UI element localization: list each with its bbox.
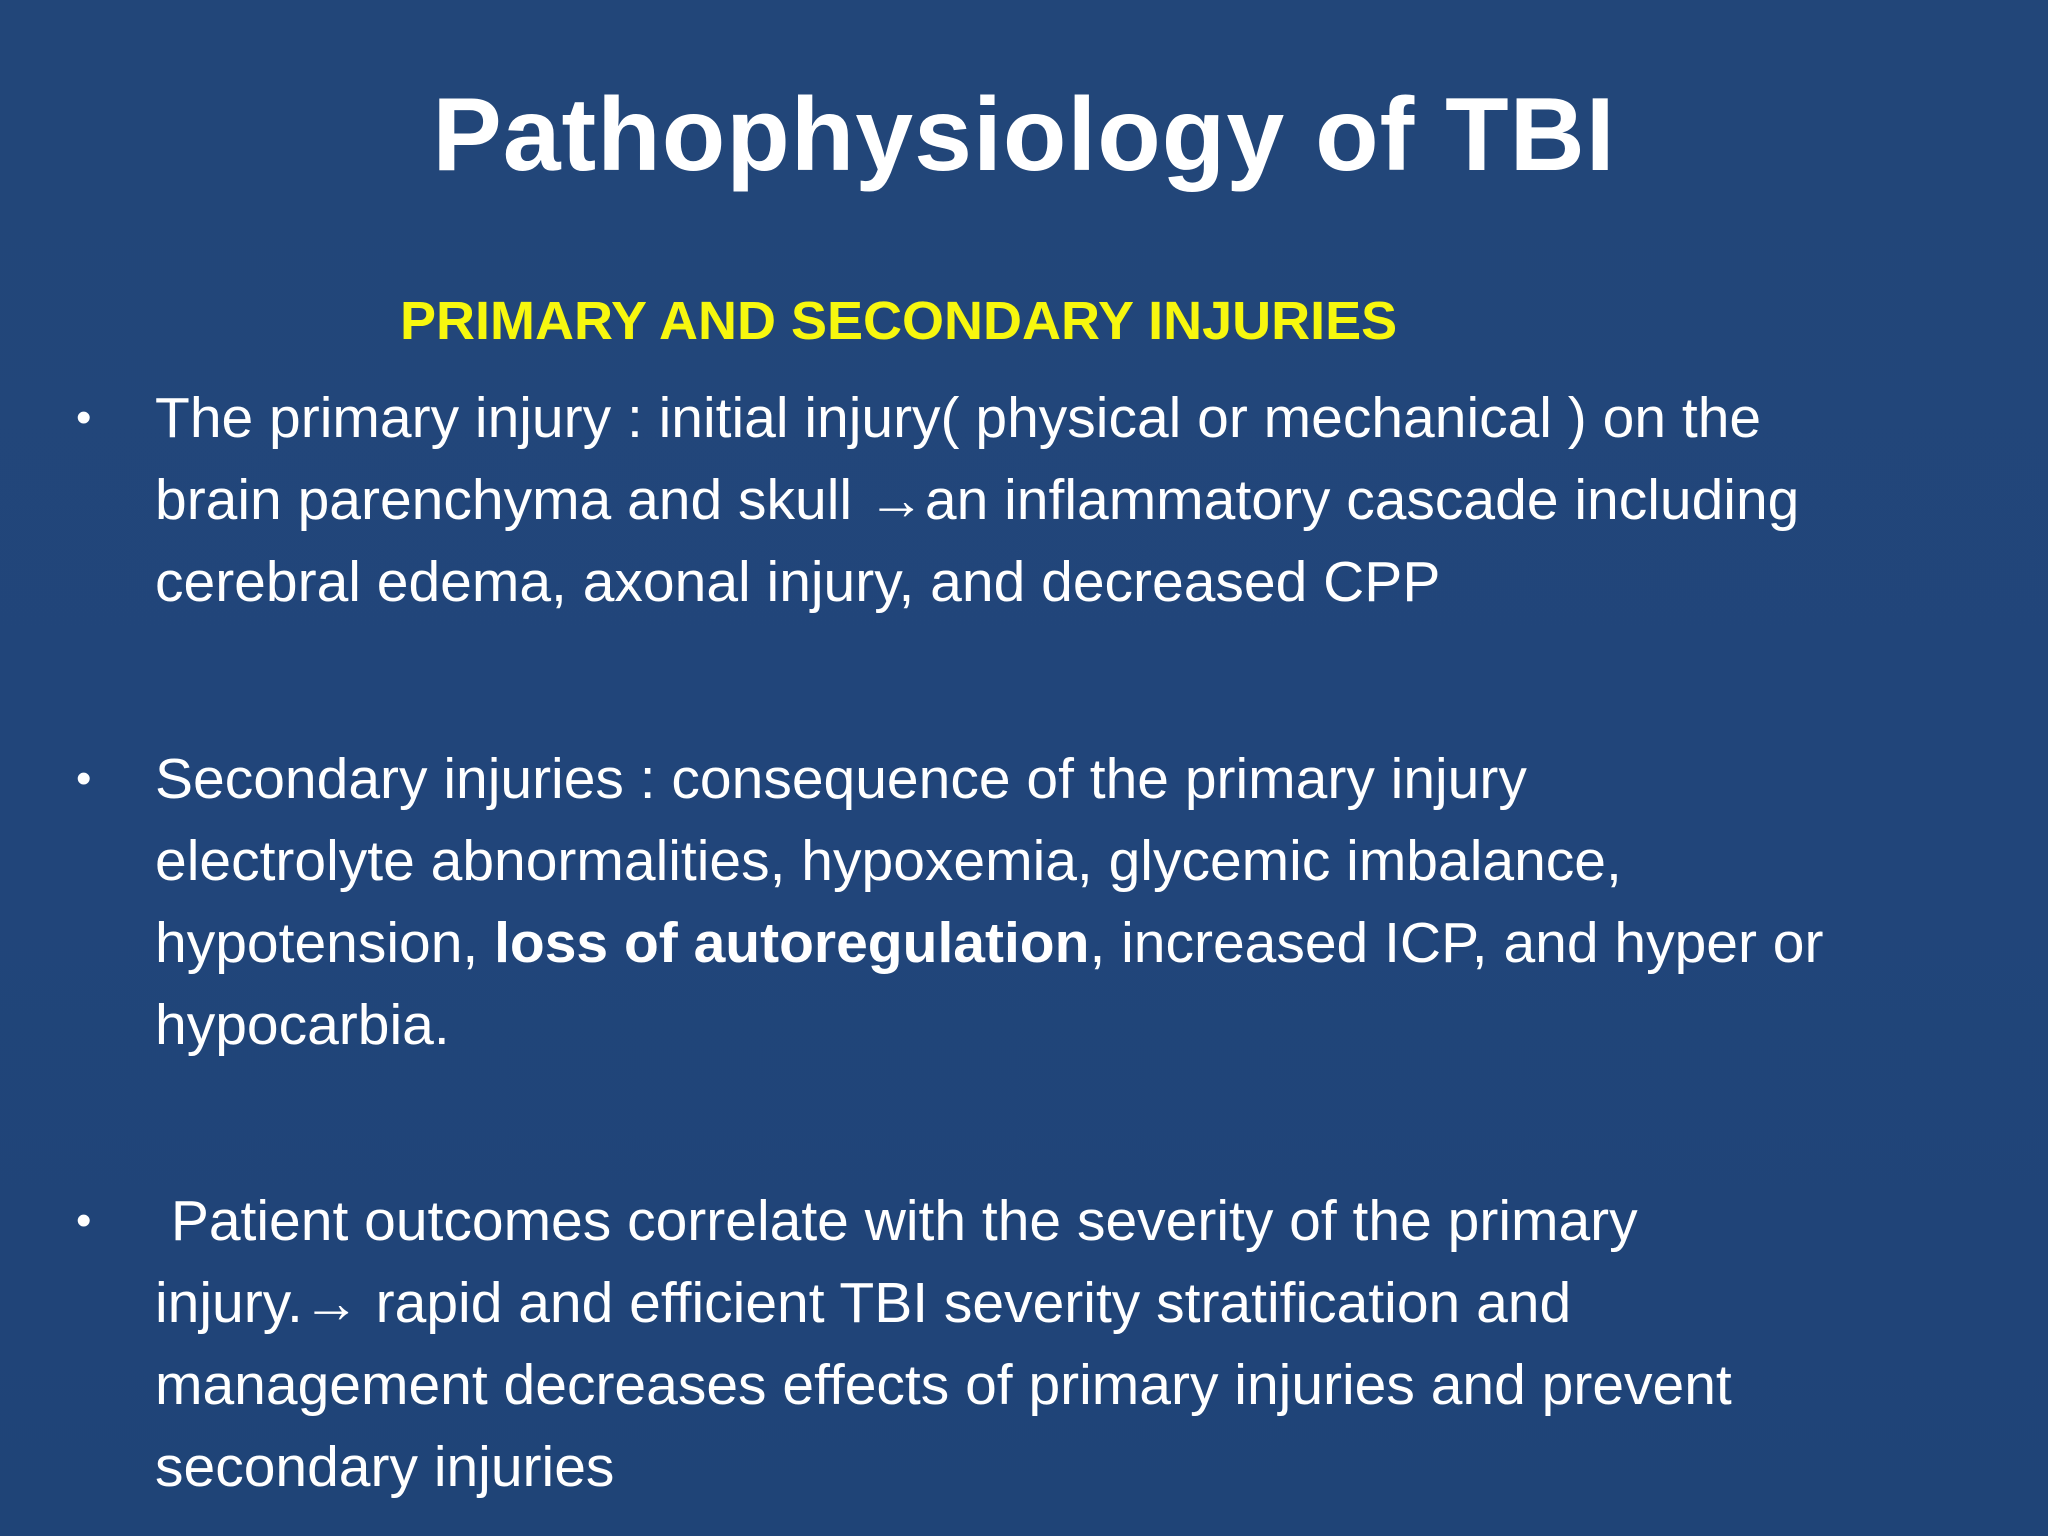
bullet-line: hypocarbia.	[155, 993, 450, 1057]
bullet-line: brain parenchyma and skull →an inflammatory cascade including	[155, 468, 1800, 532]
bullet-text	[155, 738, 2035, 1066]
bullet-line: electrolyte abnormalities, hypoxemia, glycemic imbalance,	[155, 829, 1622, 893]
bullet-text	[155, 377, 2035, 623]
bullet-line: cerebral edema, axonal injury, and decreased CPP	[155, 550, 1441, 614]
bullet-line: secondary injuries	[155, 1435, 615, 1499]
slide-subtitle: PRIMARY AND SECONDARY INJURIES	[400, 291, 1398, 351]
bullet-line: management decreases effects of primary injuries and prevent	[155, 1353, 1732, 1417]
bullet-line	[155, 902, 2035, 984]
bullet-line: The primary injury : initial injury( physical or mechanical ) on the	[155, 386, 1762, 450]
bullet-icon: •	[76, 754, 92, 803]
bullet-icon: •	[76, 393, 92, 442]
bold-phrase: loss of autoregulation	[494, 911, 1090, 975]
bullet-line: Patient outcomes correlate with the severity of the primary	[155, 1189, 1638, 1253]
bullet-icon: •	[76, 1196, 92, 1245]
bullet-line: injury.→ rapid and efficient TBI severity stratification and	[155, 1271, 1572, 1335]
bullet-text-segment: hypotension,	[155, 911, 495, 975]
slide-title: Pathophysiology of TBI	[432, 77, 1616, 193]
bullet-line: Secondary injuries : consequence of the primary injury	[155, 747, 1527, 811]
bullet-text	[155, 1180, 2035, 1508]
bullet-text-segment: , increased ICP, and hyper or	[1089, 911, 1824, 975]
